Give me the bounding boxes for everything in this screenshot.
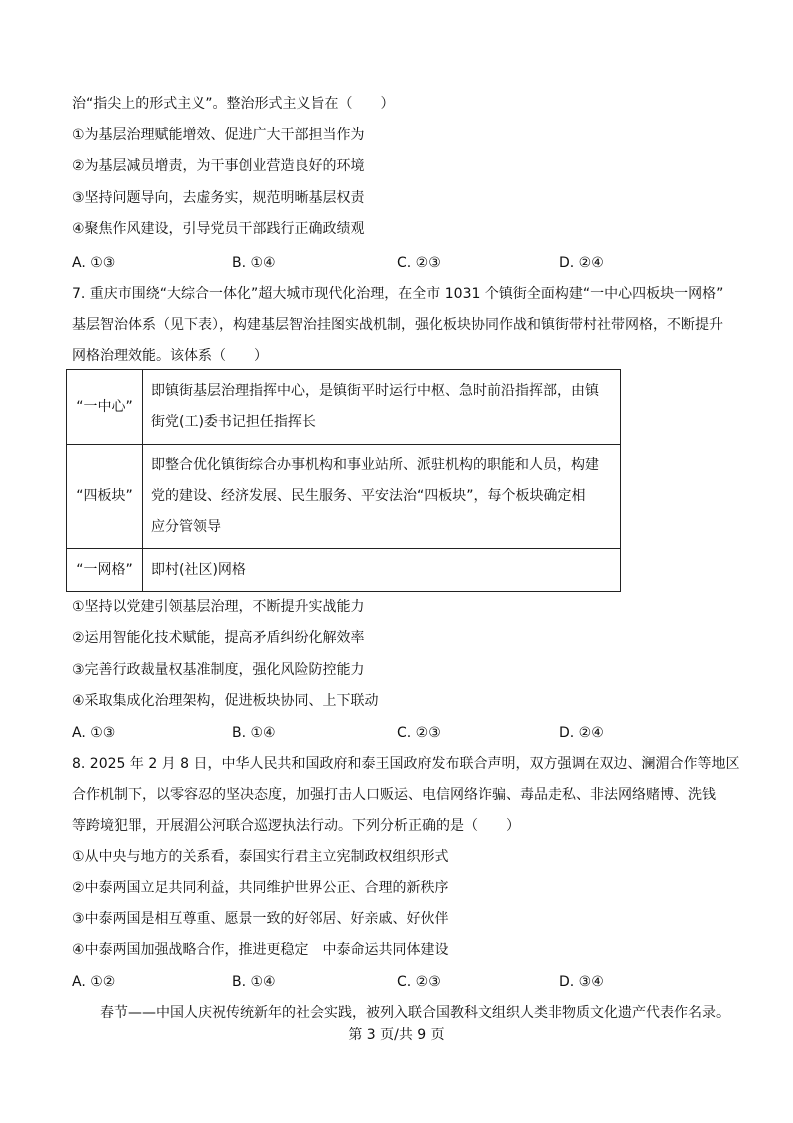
q7-stem-line-2: 基层智治体系（见下表），构建基层智治挂图实战机制，强化板块协同作战和镇街带村社带网格，不断提升: [72, 317, 723, 333]
description-line: 即村(社区)网格: [151, 561, 246, 578]
description-line: 即镇街基层治理指挥中心，是镇街平时运行中枢、急时前沿指挥部，由镇: [151, 383, 599, 399]
q6-option-c: C. ②③: [397, 255, 441, 271]
description-line: 即整合优化镇街综合办事机构和事业站所、派驻机构的职能和人员，构建: [151, 457, 599, 473]
q7-system-table: [66, 369, 621, 592]
q6-option-d: D. ②④: [559, 255, 604, 271]
q7-item-1: ①坚持以党建引领基层治理，不断提升实战能力: [72, 599, 365, 615]
table-cell-description: [143, 549, 621, 592]
table-row: [67, 549, 621, 592]
q7-option-d: D. ②④: [559, 725, 604, 741]
table-cell-description: [143, 370, 621, 445]
description-line: 街党(工)委书记担任指挥长: [151, 414, 316, 430]
q8-stem-line-2: 合作机制下，以零容忍的坚决态度，加强打击人口贩运、电信网络诈骗、毒品走私、非法网络赌博、洗钱: [72, 787, 716, 803]
table-row: [67, 370, 621, 445]
q9-intro: 春节——中国人庆祝传统新年的社会实践，被列入联合国教科文组织人类非物质文化遗产代表作名录。: [100, 1005, 730, 1021]
q6-item-1: ①为基层治理赋能增效、促进广大干部担当作为: [72, 127, 365, 143]
page-footer: 第 3 页/共 9 页: [348, 1027, 445, 1043]
q8-option-a: A. ①②: [72, 974, 116, 990]
q7-item-3: ③完善行政裁量权基准制度，强化风险防控能力: [72, 662, 365, 678]
q8-item-1: ①从中央与地方的关系看，泰国实行君主立宪制政权组织形式: [72, 849, 449, 865]
q6-item-2: ②为基层减员增责，为干事创业营造良好的环境: [72, 158, 365, 174]
q8-stem-line-1: 8. 2025 年 2 月 8 日，中华人民共和国政府和泰王国政府发布联合声明，双方强调在双边、澜湄合作等地区: [72, 756, 740, 772]
q7-option-a: A. ①③: [72, 725, 116, 741]
q7-option-c: C. ②③: [397, 725, 441, 741]
description-line: 党的建设、经济发展、民生服务、平安法治“四板块”，每个板块确定相: [151, 488, 586, 504]
q8-option-c: C. ②③: [397, 974, 441, 990]
q7-option-b: B. ①④: [232, 725, 276, 741]
q6-item-3: ③坚持问题导向，去虚务实，规范明晰基层权责: [72, 190, 365, 206]
q8-item-4: ④中泰两国加强战略合作，推进更稳定 中泰命运共同体建设: [72, 942, 449, 958]
q7-stem-line-3: 网格治理效能。该体系（ ）: [72, 348, 268, 364]
table-cell-name: “四板块”: [67, 445, 143, 549]
q7-item-4: ④采取集成化治理架构，促进板块协同、上下联动: [72, 693, 379, 709]
table-cell-name: “一网格”: [67, 549, 143, 592]
table-cell-description: [143, 445, 621, 549]
q8-item-2: ②中泰两国立足共同利益，共同维护世界公正、合理的新秩序: [72, 880, 449, 896]
table-row: [67, 445, 621, 549]
description-line: 应分管领导: [151, 519, 221, 535]
q7-stem-line-1: 7. 重庆市围绕“大综合一体化”超大城市现代化治理，在全市 1031 个镇街全面构建“一中心四板块一网格”: [72, 286, 724, 302]
q6-option-a: A. ①③: [72, 255, 116, 271]
q8-option-d: D. ③④: [559, 974, 604, 990]
q7-item-2: ②运用智能化技术赋能，提高矛盾纠纷化解效率: [72, 630, 365, 646]
q6-stem-end: 治“指尖上的形式主义”。整治形式主义旨在（ ）: [72, 96, 395, 112]
q6-item-4: ④聚焦作风建设，引导党员干部践行正确政绩观: [72, 221, 365, 237]
q6-option-b: B. ①④: [232, 255, 276, 271]
q8-item-3: ③中泰两国是相互尊重、愿景一致的好邻居、好亲戚、好伙伴: [72, 911, 449, 927]
q8-stem-line-3: 等跨境犯罪，开展湄公河联合巡逻执法行动。下列分析正确的是（ ）: [72, 818, 520, 834]
q8-option-b: B. ①④: [232, 974, 276, 990]
table-cell-name: “一中心”: [67, 370, 143, 445]
